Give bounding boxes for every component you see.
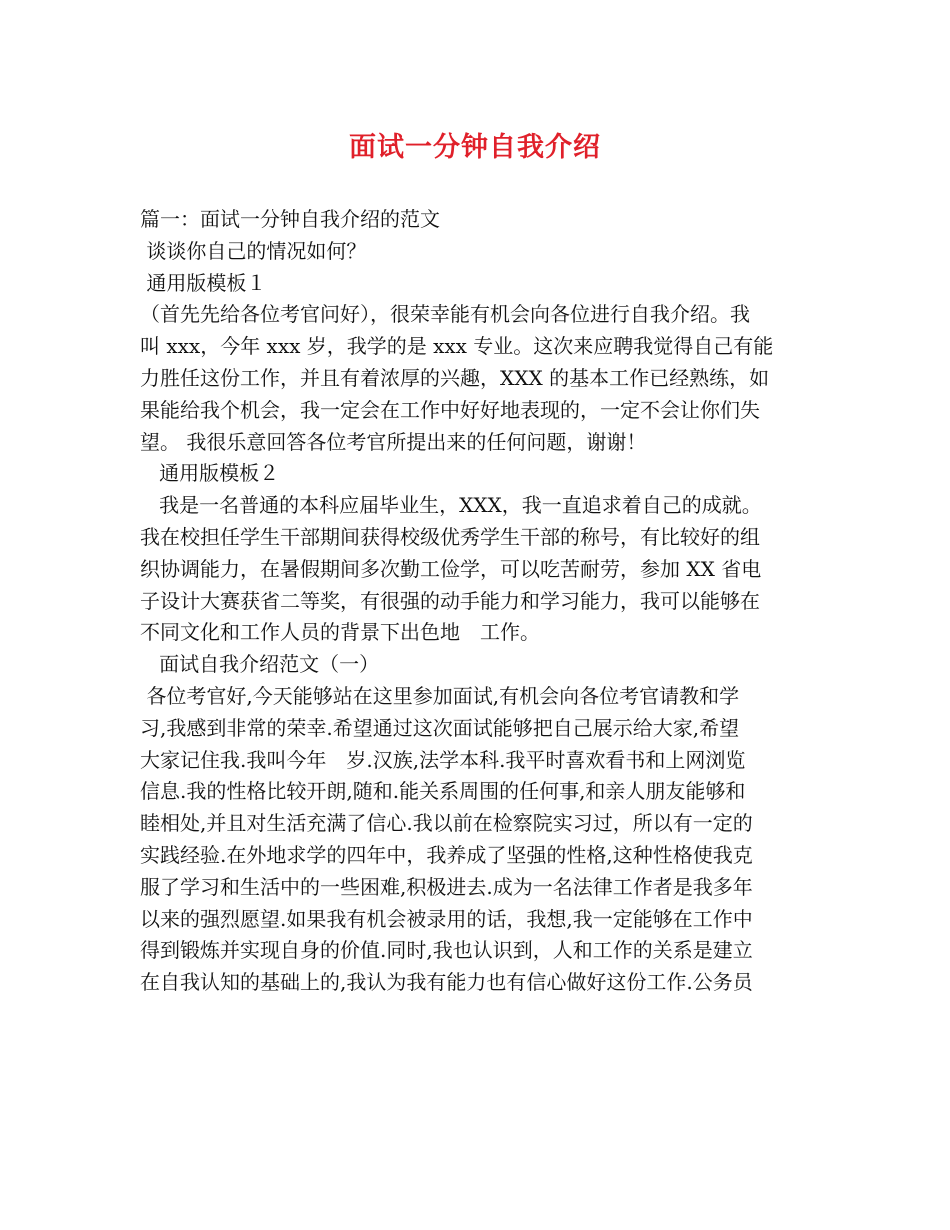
- text-line: 习,我感到非常的荣幸.希望通过这次面试能够把自己展示给大家,希望: [140, 715, 740, 740]
- text-line: 望。 我很乐意回答各位考官所提出来的任何问题，谢谢！: [140, 429, 647, 454]
- text-line: 以来的强烈愿望.如果我有机会被录用的话，我想,我一定能够在工作中: [140, 906, 753, 931]
- document-title: 面试一分钟自我介绍: [349, 132, 601, 163]
- text-line: 我在校担任学生干部期间获得校级优秀学生干部的称号，有比较好的组: [140, 524, 760, 549]
- text-line: 果能给我个机会，我一定会在工作中好好地表现的，一定不会让你们失: [140, 397, 760, 422]
- text-line: 大家记住我.我叫今年 岁.汉族,法学本科.我平时喜欢看书和上网浏览: [140, 747, 746, 772]
- text-line: 通用版模板１: [140, 270, 267, 295]
- text-line: 通用版模板２: [140, 461, 280, 486]
- text-line: 信息.我的性格比较开朗,随和.能关系周围的任何事,和亲人朋友能够和: [140, 779, 746, 804]
- text-line: 篇一：面试一分钟自我介绍的范文: [140, 207, 440, 231]
- text-line: 面试自我介绍范文（一）: [140, 652, 380, 677]
- text-line: 服了学习和生活中的一些困难,积极进去.成为一名法律工作者是我多年: [140, 874, 753, 899]
- text-line: 叫 xxx，今年 xxx 岁，我学的是 xxx 专业。这次来应聘我觉得自己有能: [140, 334, 774, 359]
- text-line: 子设计大赛获省二等奖，有很强的动手能力和学习能力，我可以能够在: [140, 588, 760, 613]
- document-body: [140, 204, 816, 999]
- text-line: 在自我认知的基础上的,我认为我有能力也有信心做好这份工作.公务员: [140, 970, 753, 995]
- text-line: 谈谈你自己的情况如何？: [140, 238, 367, 263]
- text-line: 力胜任这份工作，并且有着浓厚的兴趣，XXX 的基本工作已经熟练，如: [140, 365, 770, 390]
- text-line: 不同文化和工作人员的背景下出色地 工作。: [140, 620, 540, 645]
- text-line: （首先先给各位考官问好），很荣幸能有机会向各位进行自我介绍。我: [140, 302, 750, 327]
- text-line: 我是一名普通的本科应届毕业生，XXX，我一直追求着自己的成就。: [140, 493, 762, 518]
- text-line: 实践经验.在外地求学的四年中，我养成了坚强的性格,这种性格使我克: [140, 842, 753, 867]
- text-line: 织协调能力，在暑假期间多次勤工俭学，可以吃苦耐劳，参加 XX 省电: [140, 556, 762, 581]
- text-line: 各位考官好,今天能够站在这里参加面试,有机会向各位考官请教和学: [140, 683, 740, 708]
- text-line: 得到锻炼并实现自身的价值.同时,我也认识到，人和工作的关系是建立: [140, 938, 753, 963]
- text-line: 睦相处,并且对生活充满了信心.我以前在检察院实习过，所以有一定的: [140, 811, 753, 836]
